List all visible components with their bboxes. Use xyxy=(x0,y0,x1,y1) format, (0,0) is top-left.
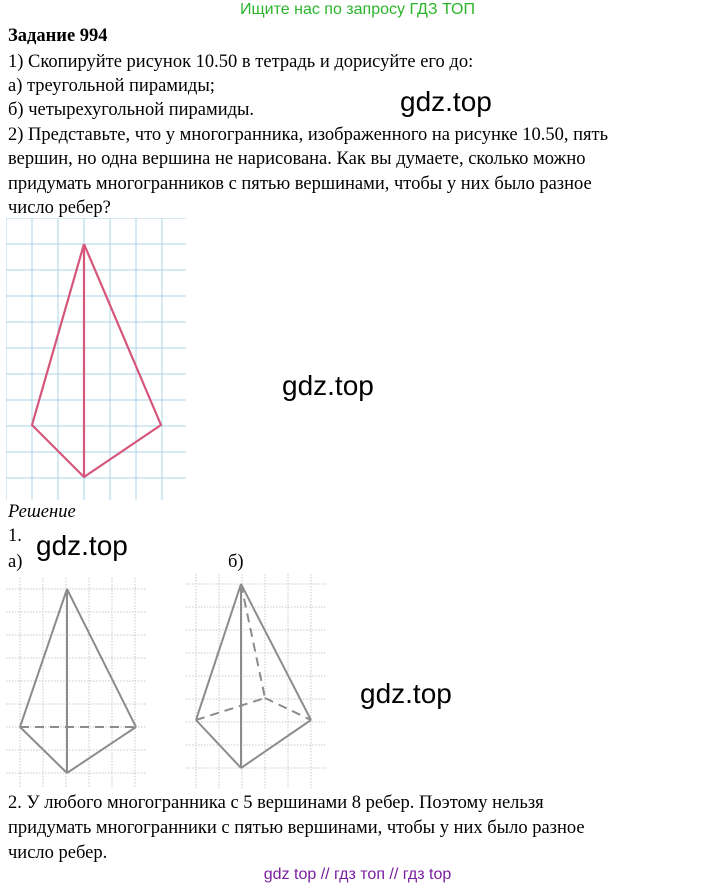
answer-line: число ребер. xyxy=(8,843,108,863)
label-b: б) xyxy=(228,552,244,572)
grid xyxy=(186,574,326,788)
figure-edges xyxy=(32,244,161,477)
figure-quadrilateral-pyramid xyxy=(186,574,326,788)
task-line: 1) Скопируйте рисунок 10.50 в тетрадь и дорисуйте его до: xyxy=(8,52,474,72)
grid xyxy=(6,218,186,500)
answer-line: придумать многогранники с пятью вершинами, чтобы у них было разное xyxy=(8,818,585,838)
task-line: 2) Представьте, что у многогранника, изображенного на рисунке 10.50, пять xyxy=(8,125,609,145)
task-line: число ребер? xyxy=(8,198,111,218)
task-title: Задание 994 xyxy=(8,26,108,46)
grid xyxy=(6,578,146,788)
task-line: а) треугольной пирамиды; xyxy=(8,76,215,96)
solution-part1: 1. xyxy=(8,526,22,546)
watermark: gdz.top xyxy=(360,678,452,709)
footer-links: gdz top // гдз топ // гдз top xyxy=(263,866,452,883)
search-banner: Ищите нас по запросу ГДЗ ТОП xyxy=(240,1,475,18)
watermark: gdz.top xyxy=(36,530,128,561)
figure-triangular-pyramid xyxy=(6,578,146,788)
task-line: вершин, но одна вершина не нарисована. Как вы думаете, сколько можно xyxy=(8,149,586,169)
label-a: а) xyxy=(8,552,23,572)
watermark: gdz.top xyxy=(282,370,374,401)
task-line: б) четырехугольной пирамиды. xyxy=(8,100,255,120)
solution-heading: Решение xyxy=(8,502,76,522)
task-line: придумать многогранников с пятью вершинами, чтобы у них было разное xyxy=(8,174,592,194)
figure-10-50 xyxy=(6,218,186,500)
answer-line: 2. У любого многогранника с 5 вершинами 8 ребер. Поэтому нельзя xyxy=(8,793,544,813)
watermark: gdz.top xyxy=(400,86,492,117)
